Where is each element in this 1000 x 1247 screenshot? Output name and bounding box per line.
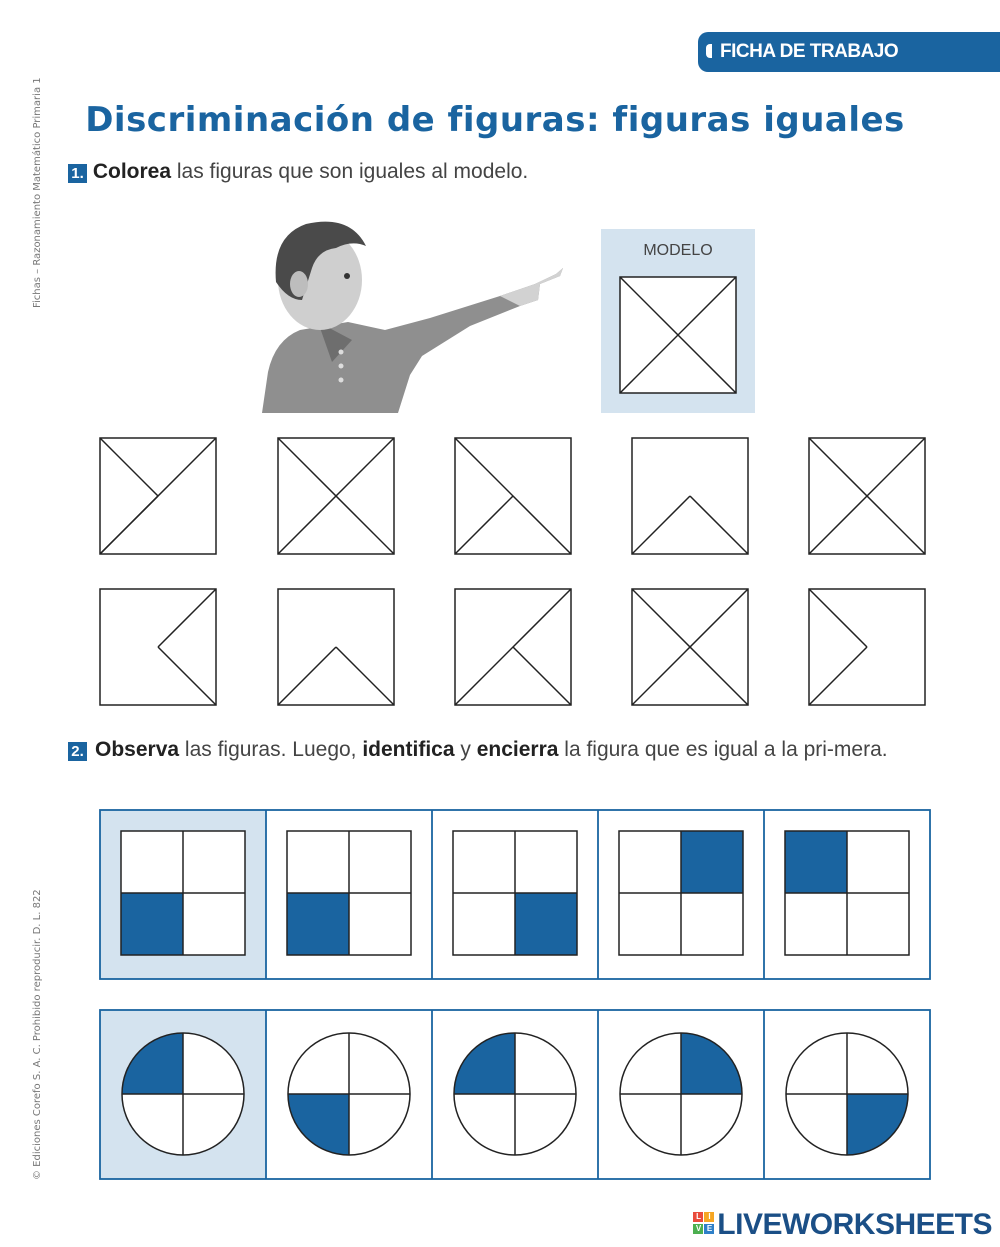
figure-2 xyxy=(278,438,394,554)
option-quad-circle xyxy=(620,1033,742,1155)
option-quad-square xyxy=(619,831,743,955)
instruction-1-verb: Colorea xyxy=(92,160,172,183)
shirt-button xyxy=(339,364,344,369)
logo-cube: I xyxy=(704,1212,714,1222)
figure-6 xyxy=(100,589,216,705)
figure-5 xyxy=(809,438,925,554)
option-quad-square xyxy=(785,831,909,955)
shaded-quadrant xyxy=(121,893,183,955)
logo-cubes-icon xyxy=(693,1212,715,1236)
boy-eye xyxy=(344,273,350,279)
instruction-2-text: las figuras. Luego, xyxy=(179,738,363,761)
shaded-quadrant xyxy=(288,1094,349,1155)
boy-ear xyxy=(290,271,308,297)
page-title: Discriminación de figuras: figuras iguales xyxy=(85,100,905,140)
shaded-quadrant xyxy=(785,831,847,893)
model-label: MODELO xyxy=(643,242,713,259)
option-quad-square xyxy=(287,831,411,955)
figure-8 xyxy=(455,589,571,705)
boy-hand xyxy=(500,268,563,306)
figure-1 xyxy=(100,438,216,554)
shirt-button xyxy=(339,378,344,383)
logo-text: LIVEWORKSHEETS xyxy=(717,1208,992,1241)
tag-label: FICHA DE TRABAJO xyxy=(720,41,899,62)
shaded-quadrant xyxy=(515,893,577,955)
instruction-2-verb: Observa xyxy=(95,738,180,761)
instruction-2-text: y xyxy=(454,738,477,761)
instruction-2-text: la figura que es igual a la pri-mera. xyxy=(558,738,888,761)
question-number-1: 1. xyxy=(68,164,87,183)
shaded-quadrant xyxy=(681,1033,742,1094)
option-quad-circle xyxy=(288,1033,410,1155)
shaded-quadrant xyxy=(454,1033,515,1094)
side-caption-top: Fichas – Razonamiento Matemático Primaria 1 xyxy=(32,77,43,308)
logo-cube: E xyxy=(704,1224,714,1234)
option-quad-circle xyxy=(454,1033,576,1155)
liveworksheets-logo xyxy=(693,1208,992,1242)
figure-10 xyxy=(809,589,925,705)
side-caption-bottom: © Ediciones Corefo S. A. C. Prohibido reproducir. D. L. 822 xyxy=(32,889,43,1180)
boy-pointing-image xyxy=(262,222,563,413)
instruction-2-verb: identifica xyxy=(362,738,455,761)
logo-cube: L xyxy=(693,1212,703,1222)
shaded-quadrant xyxy=(287,893,349,955)
instruction-2-verb: encierra xyxy=(476,738,559,761)
logo-cube: V xyxy=(693,1224,703,1234)
figure-9 xyxy=(632,589,748,705)
shaded-quadrant xyxy=(847,1094,908,1155)
model-figure xyxy=(620,277,736,393)
figure-4 xyxy=(632,438,748,554)
option-quad-circle xyxy=(786,1033,908,1155)
option-quad-square xyxy=(453,831,577,955)
shirt-button xyxy=(339,350,344,355)
figure-3 xyxy=(455,438,571,554)
shaded-quadrant xyxy=(681,831,743,893)
model-quad-circle xyxy=(122,1033,244,1155)
figure-7 xyxy=(278,589,394,705)
question-number-2: 2. xyxy=(68,742,87,761)
model-quad-square xyxy=(121,831,245,955)
instruction-1-text: las figuras que son iguales al modelo. xyxy=(171,160,529,183)
